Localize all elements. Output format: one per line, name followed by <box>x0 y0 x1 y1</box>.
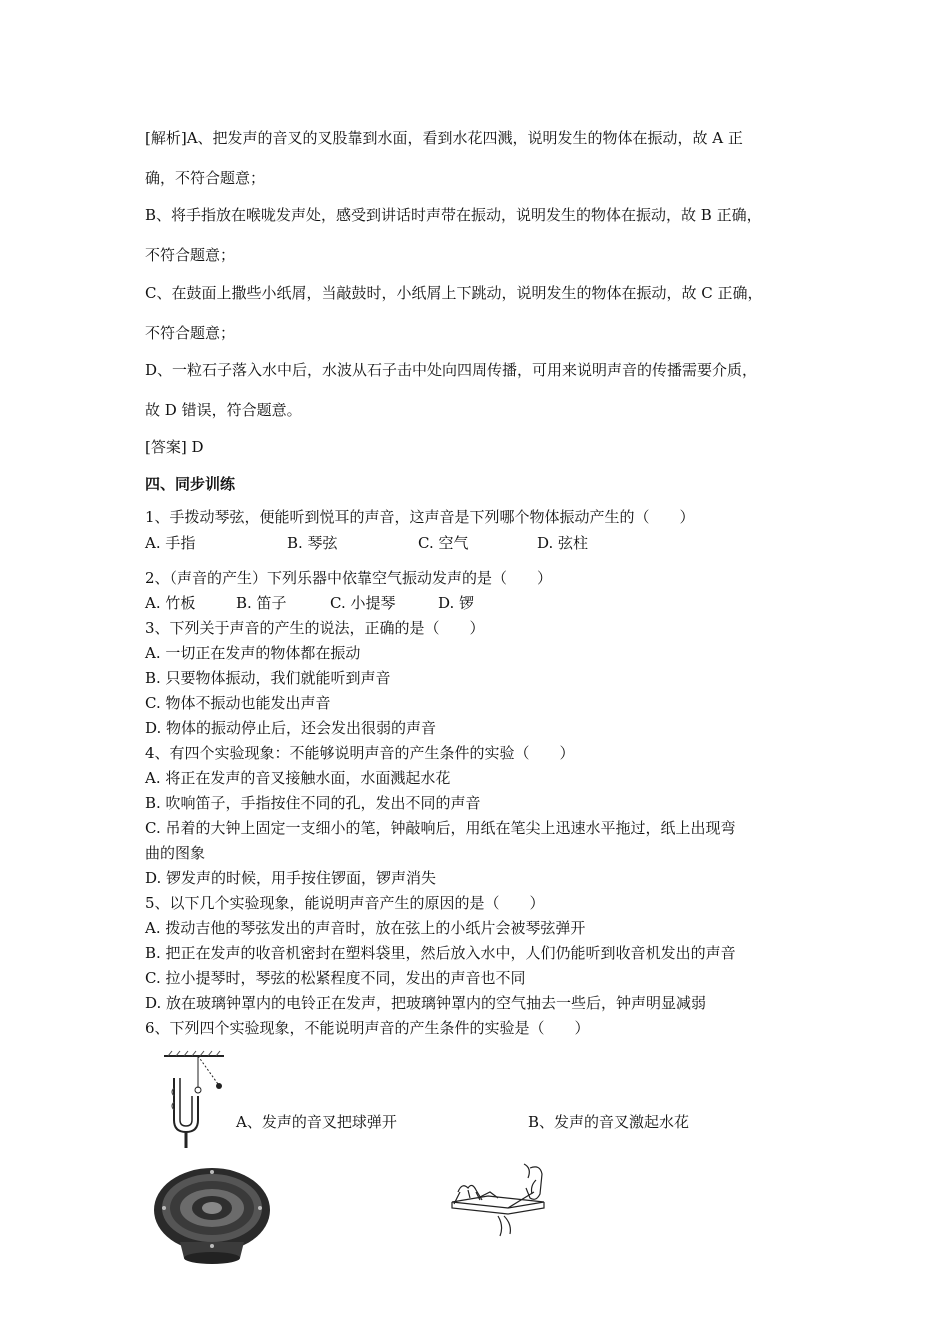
hands-experiment-figure <box>448 1162 558 1242</box>
option-c: C. 空气 <box>418 534 469 552</box>
analysis-line: 故 D 错误，符合题意。 <box>145 401 302 419</box>
loudspeaker-figure <box>148 1158 276 1266</box>
option-b: B. 吹响笛子，手指按住不同的孔，发出不同的声音 <box>145 794 481 812</box>
option-c: C. 小提琴 <box>330 594 396 612</box>
option-a: A. 竹板 <box>145 594 196 612</box>
option-a: A. 手指 <box>145 534 196 552</box>
option-a: A. 一切正在发声的物体都在振动 <box>145 644 361 662</box>
analysis-line: 确，不符合题意； <box>145 169 266 187</box>
option-b: B. 把正在发声的收音机密封在塑料袋里，然后放入水中，人们仍能听到收音机发出的声音 <box>145 944 736 962</box>
question-stem: 3、下列关于声音的产生的说法，正确的是（ ） <box>145 619 485 637</box>
option-c: C. 吊着的大钟上固定一支细小的笔，钟敲响后，用纸在笔尖上迅速水平拖过，纸上出现弯 <box>145 819 736 837</box>
question-stem: 5、以下几个实验现象，能说明声音产生的原因的是（ ） <box>145 894 545 912</box>
option-a: A. 拨动吉他的琴弦发出的声音时，放在弦上的小纸片会被琴弦弹开 <box>145 919 586 937</box>
option-a: A. 将正在发声的音叉接触水面，水面溅起水花 <box>145 769 451 787</box>
analysis-line: 不符合题意； <box>145 246 236 264</box>
analysis-line: C、在鼓面上撒些小纸屑，当敲鼓时，小纸屑上下跳动，说明发生的物体在振动，故 C 正确， <box>145 284 763 302</box>
option-b: B、发声的音叉激起水花 <box>528 1113 690 1131</box>
option-d: D. 物体的振动停止后，还会发出很弱的声音 <box>145 719 437 737</box>
option-b: B. 只要物体振动，我们就能听到声音 <box>145 669 391 687</box>
question-stem: 4、有四个实验现象：不能够说明声音的产生条件的实验（ ） <box>145 744 575 762</box>
question-stem: 2、（声音的产生）下列乐器中依靠空气振动发声的是（ ） <box>145 569 553 587</box>
question-stem: 6、下列四个实验现象，不能说明声音的产生条件的实验是（ ） <box>145 1019 590 1037</box>
section-title: 四、同步训练 <box>145 475 236 493</box>
analysis-line: 不符合题意； <box>145 324 236 342</box>
analysis-line: [解析]A、把发声的音叉的叉股靠到水面，看到水花四溅，说明发生的物体在振动，故 A 正 <box>145 129 743 147</box>
analysis-line: D、一粒石子落入水中后，水波从石子击中处向四周传播，可用来说明声音的传播需要介质， <box>145 361 758 379</box>
analysis-line: B、将手指放在喉咙发声处，感受到讲话时声带在振动，说明发生的物体在振动，故 B 正确， <box>145 206 762 224</box>
question-stem: 1、手拨动琴弦，便能听到悦耳的声音，这声音是下列哪个物体振动产生的（ ） <box>145 508 695 526</box>
option-b: B. 笛子 <box>236 594 287 612</box>
option-d: D. 锣 <box>438 594 475 612</box>
option-b: B. 琴弦 <box>287 534 338 552</box>
option-c-continued: 曲的图象 <box>145 844 206 862</box>
option-d: D. 放在玻璃钟罩内的电铃正在发声，把玻璃钟罩内的空气抽去一些后，钟声明显减弱 <box>145 994 707 1012</box>
option-d: D. 锣发声的时候，用手按住锣面，锣声消失 <box>145 869 437 887</box>
option-c: C. 物体不振动也能发出声音 <box>145 694 331 712</box>
answer-line: [答案] D <box>145 438 204 456</box>
tuning-fork-ball-figure <box>160 1048 230 1156</box>
option-a: A、发声的音叉把球弹开 <box>236 1113 397 1131</box>
option-c: C. 拉小提琴时，琴弦的松紧程度不同，发出的声音也不同 <box>145 969 526 987</box>
option-d: D. 弦柱 <box>537 534 589 552</box>
